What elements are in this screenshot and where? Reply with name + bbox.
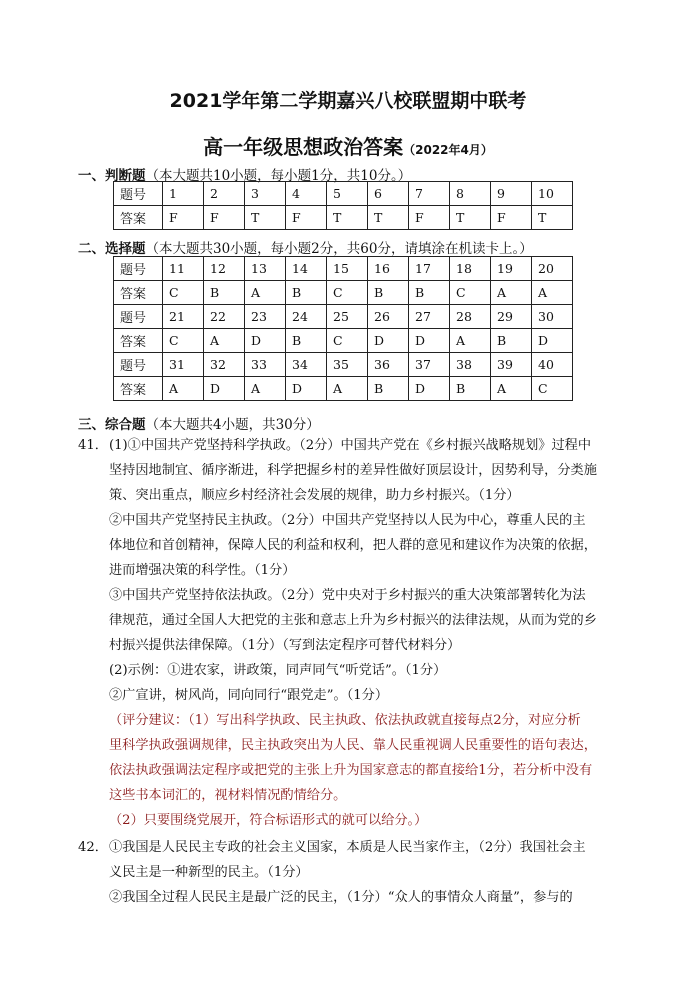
answer-title: [0, 131, 696, 160]
q41-line: ②中国共产党坚持民主执政。（2分）中国共产党坚持以人民为中心，尊重人民的主: [109, 513, 586, 528]
section2-note: （本大题共30小题，每小题2分，共60分，请填涂在机读卡上。）: [145, 241, 533, 257]
q41-line: 律规范，通过全国人大把党的主张和意志上升为乡村振兴的法律法规，从而为党的乡: [109, 613, 597, 628]
q41-line: ②广宣讲，树风尚，同向同行“跟党走”。（1分）: [109, 688, 389, 703]
table-cell: 3: [245, 182, 286, 206]
table-cell: B: [286, 281, 327, 305]
table-cell: 8: [450, 182, 491, 206]
table-cell: C: [327, 281, 368, 305]
table-cell: D: [245, 329, 286, 353]
table-cell: 6: [368, 182, 409, 206]
row-label: 题号: [114, 353, 163, 377]
table-cell: A: [245, 281, 286, 305]
table-cell: T: [245, 206, 286, 230]
row-label: 答案: [114, 377, 163, 401]
table-cell: 5: [327, 182, 368, 206]
section2-title: 二、选择题: [78, 241, 146, 257]
table-cell: A: [245, 377, 286, 401]
row-label: 答案: [114, 281, 163, 305]
table-cell: 39: [491, 353, 532, 377]
table-cell: T: [327, 206, 368, 230]
table-cell: 26: [368, 305, 409, 329]
judgment-answer-table: [113, 181, 573, 230]
table-cell: B: [491, 329, 532, 353]
table-cell: F: [491, 206, 532, 230]
table-cell: A: [450, 329, 491, 353]
section3-note: （本大题共4小题，共30分）: [145, 417, 320, 433]
answer-title-text: 高一年级思想政治答案: [203, 135, 404, 159]
q41-line: ③中国共产党坚持依法执政。（2分）党中央对于乡村振兴的重大决策部署转化为法: [109, 588, 586, 603]
table-cell: 12: [204, 257, 245, 281]
table-cell: 24: [286, 305, 327, 329]
q42-line: ②我国全过程人民民主是最广泛的民主，（1分）“众人的事情众人商量”，参与的: [109, 890, 573, 905]
table-cell: 36: [368, 353, 409, 377]
table-cell: D: [409, 377, 450, 401]
table-cell: D: [532, 329, 573, 353]
table-cell: B: [368, 377, 409, 401]
q41-scoring-note: 依法执政强调法定程序或把党的主张上升为国家意志的都直接给1分，若分析中没有: [109, 763, 593, 778]
section3-heading: [78, 413, 320, 433]
table-cell: C: [450, 281, 491, 305]
table-cell: T: [532, 206, 573, 230]
exam-title: 2021学年第二学期嘉兴八校联盟期中联考: [169, 90, 527, 112]
table-cell: C: [163, 281, 204, 305]
q41-line: (2)示例：①进农家，讲政策，同声同气“听党话”。（1分）: [109, 663, 447, 678]
table-cell: 31: [163, 353, 204, 377]
table-cell: 23: [245, 305, 286, 329]
q41-line: 村振兴提供法律保障。（1分）（写到法定程序可替代材料分）: [109, 638, 461, 653]
table-cell: 20: [532, 257, 573, 281]
table-cell: F: [409, 206, 450, 230]
table-cell: B: [450, 377, 491, 401]
table-cell: C: [532, 377, 573, 401]
table-cell: 32: [204, 353, 245, 377]
table-cell: A: [491, 377, 532, 401]
table-cell: 11: [163, 257, 204, 281]
table-cell: 1: [163, 182, 204, 206]
table-cell: 2: [204, 182, 245, 206]
section1-note: （本大题共10小题，每小题1分，共10分。）: [145, 168, 412, 184]
table-cell: 29: [491, 305, 532, 329]
table-cell: F: [163, 206, 204, 230]
table-cell: B: [204, 281, 245, 305]
table-cell: F: [204, 206, 245, 230]
table-cell: 19: [491, 257, 532, 281]
question-42: [78, 835, 638, 910]
table-cell: C: [163, 329, 204, 353]
answer-date: （2022年4月）: [403, 143, 493, 157]
table-cell: 9: [491, 182, 532, 206]
table-cell: 10: [532, 182, 573, 206]
q41-line: (1)①中国共产党坚持科学执政。（2分）中国共产党在《乡村振兴战略规划》过程中: [109, 438, 592, 453]
table-cell: C: [327, 329, 368, 353]
table-cell: B: [409, 281, 450, 305]
table-cell: 38: [450, 353, 491, 377]
table-cell: 21: [163, 305, 204, 329]
row-label: 答案: [114, 329, 163, 353]
table-cell: A: [327, 377, 368, 401]
answer-row: [114, 377, 573, 401]
question-number-row: [114, 182, 573, 206]
table-cell: 35: [327, 353, 368, 377]
table-cell: 30: [532, 305, 573, 329]
table-cell: T: [368, 206, 409, 230]
table-cell: 4: [286, 182, 327, 206]
question-number-row: [114, 305, 573, 329]
row-label: 题号: [114, 257, 163, 281]
table-cell: D: [204, 377, 245, 401]
table-cell: B: [286, 329, 327, 353]
row-label: 题号: [114, 305, 163, 329]
section2-heading: [78, 237, 533, 257]
table-cell: 40: [532, 353, 573, 377]
q41-scoring-note: 这些书本词汇的，视材料情况酌情给分。: [109, 788, 347, 803]
question-number-row: [114, 353, 573, 377]
table-cell: A: [204, 329, 245, 353]
table-cell: 18: [450, 257, 491, 281]
answer-row: [114, 206, 573, 230]
answer-row: [114, 281, 573, 305]
question-41: [78, 433, 638, 833]
table-cell: 25: [327, 305, 368, 329]
table-cell: 13: [245, 257, 286, 281]
table-cell: A: [532, 281, 573, 305]
row-label: 题号: [114, 182, 163, 206]
table-cell: A: [491, 281, 532, 305]
q41-line: 进而增强决策的科学性。（1分）: [109, 563, 296, 578]
table-cell: A: [163, 377, 204, 401]
q41-number: 41．: [78, 438, 108, 453]
answer-row: [114, 329, 573, 353]
q41-line: 策、突出重点，顺应乡村经济社会发展的规律，助力乡村振兴。（1分）: [109, 488, 520, 503]
q42-number: 42．: [78, 840, 108, 855]
table-cell: D: [409, 329, 450, 353]
choice-answer-table: [113, 256, 573, 401]
table-cell: 14: [286, 257, 327, 281]
table-cell: 28: [450, 305, 491, 329]
section3-title: 三、综合题: [78, 417, 146, 433]
q41-line: 坚持因地制宜、循序渐进，科学把握乡村的差异性做好顶层设计，因势利导，分类施: [109, 463, 597, 478]
q41-scoring-note: 里科学执政强调规律，民主执政突出为人民、靠人民重视调人民重要性的语句表达，: [109, 738, 597, 753]
table-cell: 22: [204, 305, 245, 329]
table-cell: F: [286, 206, 327, 230]
table-cell: 34: [286, 353, 327, 377]
table-cell: 33: [245, 353, 286, 377]
q42-line: 义民主是一种新型的民主。（1分）: [109, 865, 309, 880]
question-number-row: [114, 257, 573, 281]
table-cell: 15: [327, 257, 368, 281]
q41-line: 体地位和首创精神，保障人民的利益和权利，把人群的意见和建议作为决策的依据，: [109, 538, 597, 553]
q41-scoring-note: （2）只要围绕党展开，符合标语形式的就可以给分。）: [109, 813, 428, 828]
q41-scoring-note: （评分建议：（1）写出科学执政、民主执政、依法执政就直接每点2分，对应分析: [109, 713, 581, 728]
table-cell: 7: [409, 182, 450, 206]
table-cell: D: [286, 377, 327, 401]
section1-title: 一、判断题: [78, 168, 146, 184]
table-cell: T: [450, 206, 491, 230]
q42-line: ①我国是人民民主专政的社会主义国家，本质是人民当家作主，（2分）我国社会主: [109, 840, 586, 855]
table-cell: 16: [368, 257, 409, 281]
table-cell: B: [368, 281, 409, 305]
table-cell: 17: [409, 257, 450, 281]
row-label: 答案: [114, 206, 163, 230]
table-cell: D: [368, 329, 409, 353]
table-cell: 27: [409, 305, 450, 329]
table-cell: 37: [409, 353, 450, 377]
